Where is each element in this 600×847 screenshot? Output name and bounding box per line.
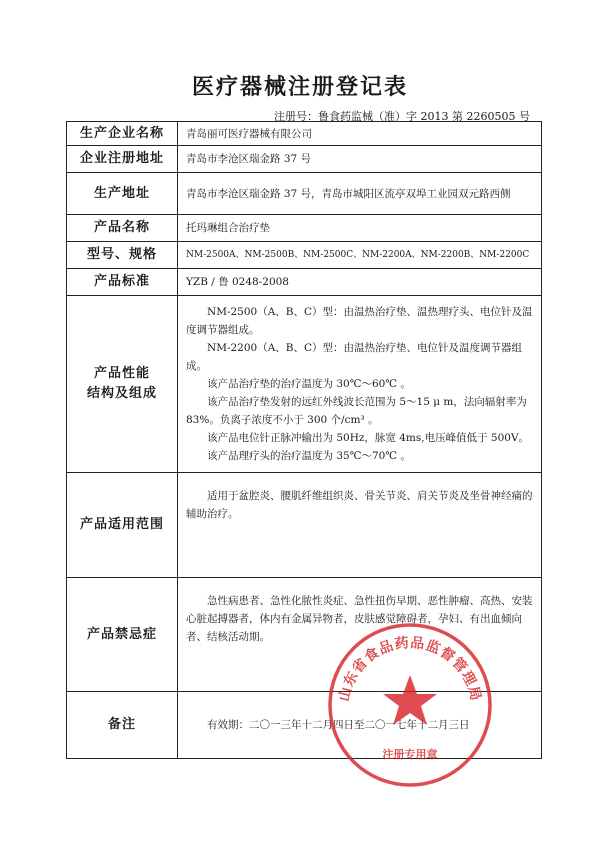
- performance-paragraph: 该产品治疗垫发射的远红外线波长范围为 5～15 μ m，法向辐射率为 83%。负离子浓度不小于 300 个/cm³ 。: [186, 396, 527, 426]
- performance-paragraph: 该产品理疗头的治疗温度为 35℃～70℃ 。: [207, 450, 411, 462]
- remarks-label: 备注: [67, 692, 178, 759]
- reg-address-label: 企业注册地址: [67, 146, 178, 173]
- prod-address-label: 生产地址: [67, 173, 178, 215]
- table-row: [67, 146, 542, 173]
- product-name-label: 产品名称: [67, 215, 178, 242]
- prod-address-value: 青岛市李沧区瑞金路 37 号，青岛市城阳区流亭双埠工业园双元路西侧: [178, 173, 542, 215]
- performance-label: [67, 296, 178, 473]
- reg-address-value: 青岛市李沧区瑞金路 37 号: [178, 146, 542, 173]
- table-row: [67, 215, 542, 242]
- scope-value: 适用于盆腔炎、腰肌纤维组织炎、骨关节炎、肩关节炎及坐骨神经痛的辅助治疗。: [186, 490, 533, 520]
- table-row: [67, 269, 542, 296]
- standard-value: YZB / 鲁 0248-2008: [178, 269, 542, 296]
- remarks-value: 有效期：二〇一三年十二月四日至二〇一七年十二月三日: [207, 719, 470, 731]
- scope-label: 产品适用范围: [67, 473, 178, 578]
- document-title: 医疗器械注册登记表: [191, 75, 408, 100]
- model-label: 型号、规格: [67, 242, 178, 269]
- performance-paragraph: NM-2200（A、B、C）型：由温热治疗垫、电位针及温度调节器组成。: [186, 342, 523, 372]
- performance-value: [178, 296, 542, 473]
- model-value: NM-2500A、NM-2500B、NM-2500C、NM-2200A、NM-2200B、NM-2200C: [178, 242, 542, 269]
- contraindications-label: 产品禁忌症: [67, 578, 178, 692]
- manufacturer-value: 青岛丽可医疗器械有限公司: [178, 122, 542, 146]
- performance-paragraph: 该产品电位针正脉冲输出为 50Hz，脉宽 4ms,电压峰值低于 500V。: [207, 432, 530, 444]
- seal-text: 山东省食品药品监督管理局: [336, 635, 484, 704]
- table-row: [67, 296, 542, 473]
- standard-label: 产品标准: [67, 269, 178, 296]
- performance-label-line1: 产品性能: [93, 366, 150, 381]
- product-name-value: 托玛琳组合治疗垫: [178, 215, 542, 242]
- manufacturer-label: 生产企业名称: [67, 122, 178, 146]
- official-seal: [325, 620, 495, 790]
- table-row: [67, 473, 542, 578]
- seal-subtext: 注册专用章: [382, 748, 438, 761]
- table-row: [67, 173, 542, 215]
- table-row: [67, 122, 542, 146]
- registration-number: 注册号：鲁食药监械（准）字 2013 第 2260505 号: [274, 110, 530, 123]
- scope-cell: [178, 473, 542, 578]
- performance-paragraph: NM-2500（A、B、C）型：由温热治疗垫、温热理疗头、电位针及温度调节器组成。: [186, 306, 533, 336]
- table-row: [67, 242, 542, 269]
- performance-label-line2: 结构及组成: [86, 386, 157, 401]
- seal-star-icon: [383, 675, 437, 725]
- contraindications-value: 急性病患者、急性化脓性炎症、急性扭伤早期、恶性肿瘤、高热、安装心脏起搏器者，体内有金属异物者，皮肤感觉障碍者，孕妇、有出血倾向者、结核活动期。: [186, 595, 533, 643]
- performance-paragraph: 该产品治疗垫的治疗温度为 30℃～60℃ 。: [207, 378, 411, 390]
